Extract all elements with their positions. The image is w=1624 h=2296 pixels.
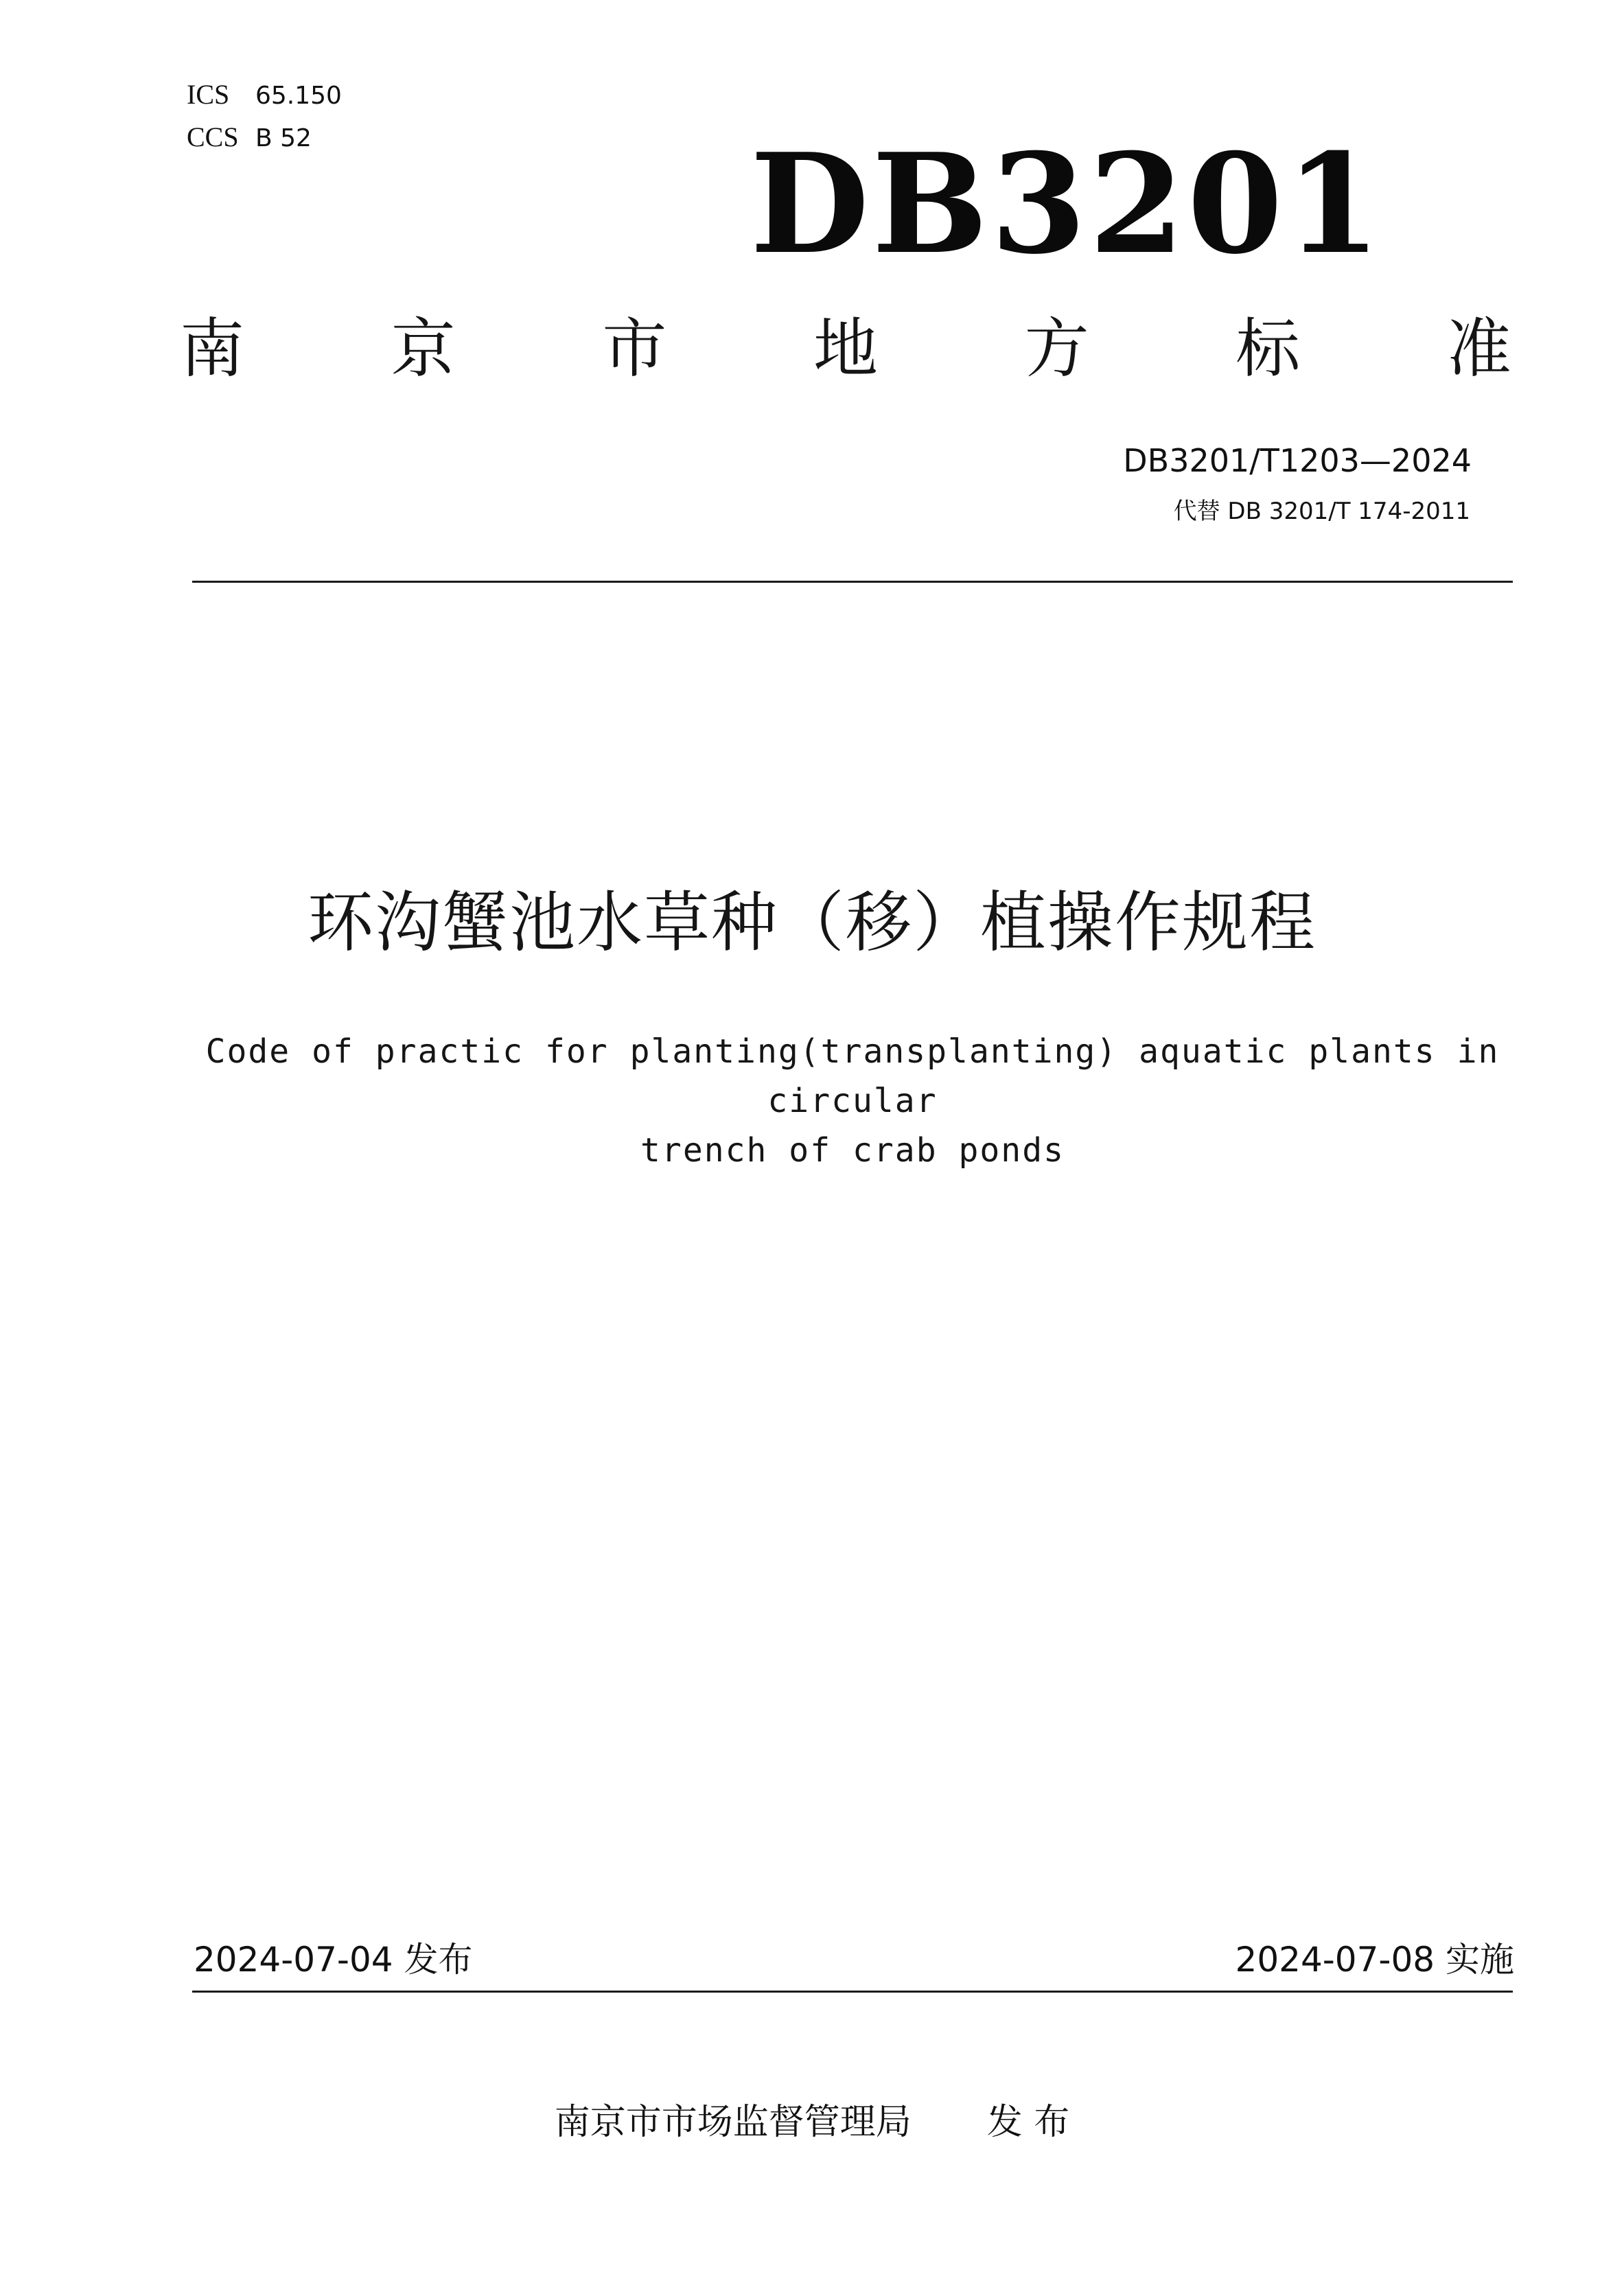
english-title-line: Code of practic for planting(transplanting) aquatic plants in circular: [205, 1032, 1500, 1120]
ccs-label: CCS: [187, 121, 239, 152]
standard-type-char: 京: [391, 312, 456, 386]
ics-label: ICS: [187, 79, 230, 110]
standard-type-char: 方: [1024, 312, 1089, 386]
ics-value: 65.150: [255, 82, 342, 110]
standard-type-char: 标: [1236, 312, 1301, 386]
standard-number: DB3201/T1203—2024: [1123, 442, 1472, 479]
document-title-english: [192, 1027, 1513, 1175]
publisher-action: 发 布: [986, 2102, 1070, 2143]
standard-type-char: 地: [813, 312, 878, 386]
issue-date: 2024-07-04 发布: [194, 1940, 473, 1980]
ccs-classification: [187, 121, 312, 152]
standard-type-char: 准: [1446, 312, 1511, 386]
top-divider: [192, 581, 1513, 583]
ics-classification: [187, 81, 342, 108]
ccs-value: B 52: [255, 124, 312, 152]
publisher-name: 南京市市场监督管理局: [554, 2102, 912, 2143]
replaces-standard: 代替 DB 3201/T 174-2011: [1173, 498, 1470, 525]
english-title-line: trench of crab ponds: [640, 1131, 1065, 1170]
document-title-chinese: 环沟蟹池水草种（移）植操作规程: [308, 884, 1316, 961]
implementation-date: 2024-07-08 实施: [1235, 1940, 1514, 1980]
standard-type-char: 南: [180, 312, 245, 386]
standard-type-char: 市: [602, 312, 667, 386]
db-code-mark: DB3201: [750, 124, 1384, 285]
bottom-divider: [192, 1991, 1513, 1993]
standard-type-heading: [180, 312, 1511, 386]
publisher-line: [0, 2102, 1624, 2143]
